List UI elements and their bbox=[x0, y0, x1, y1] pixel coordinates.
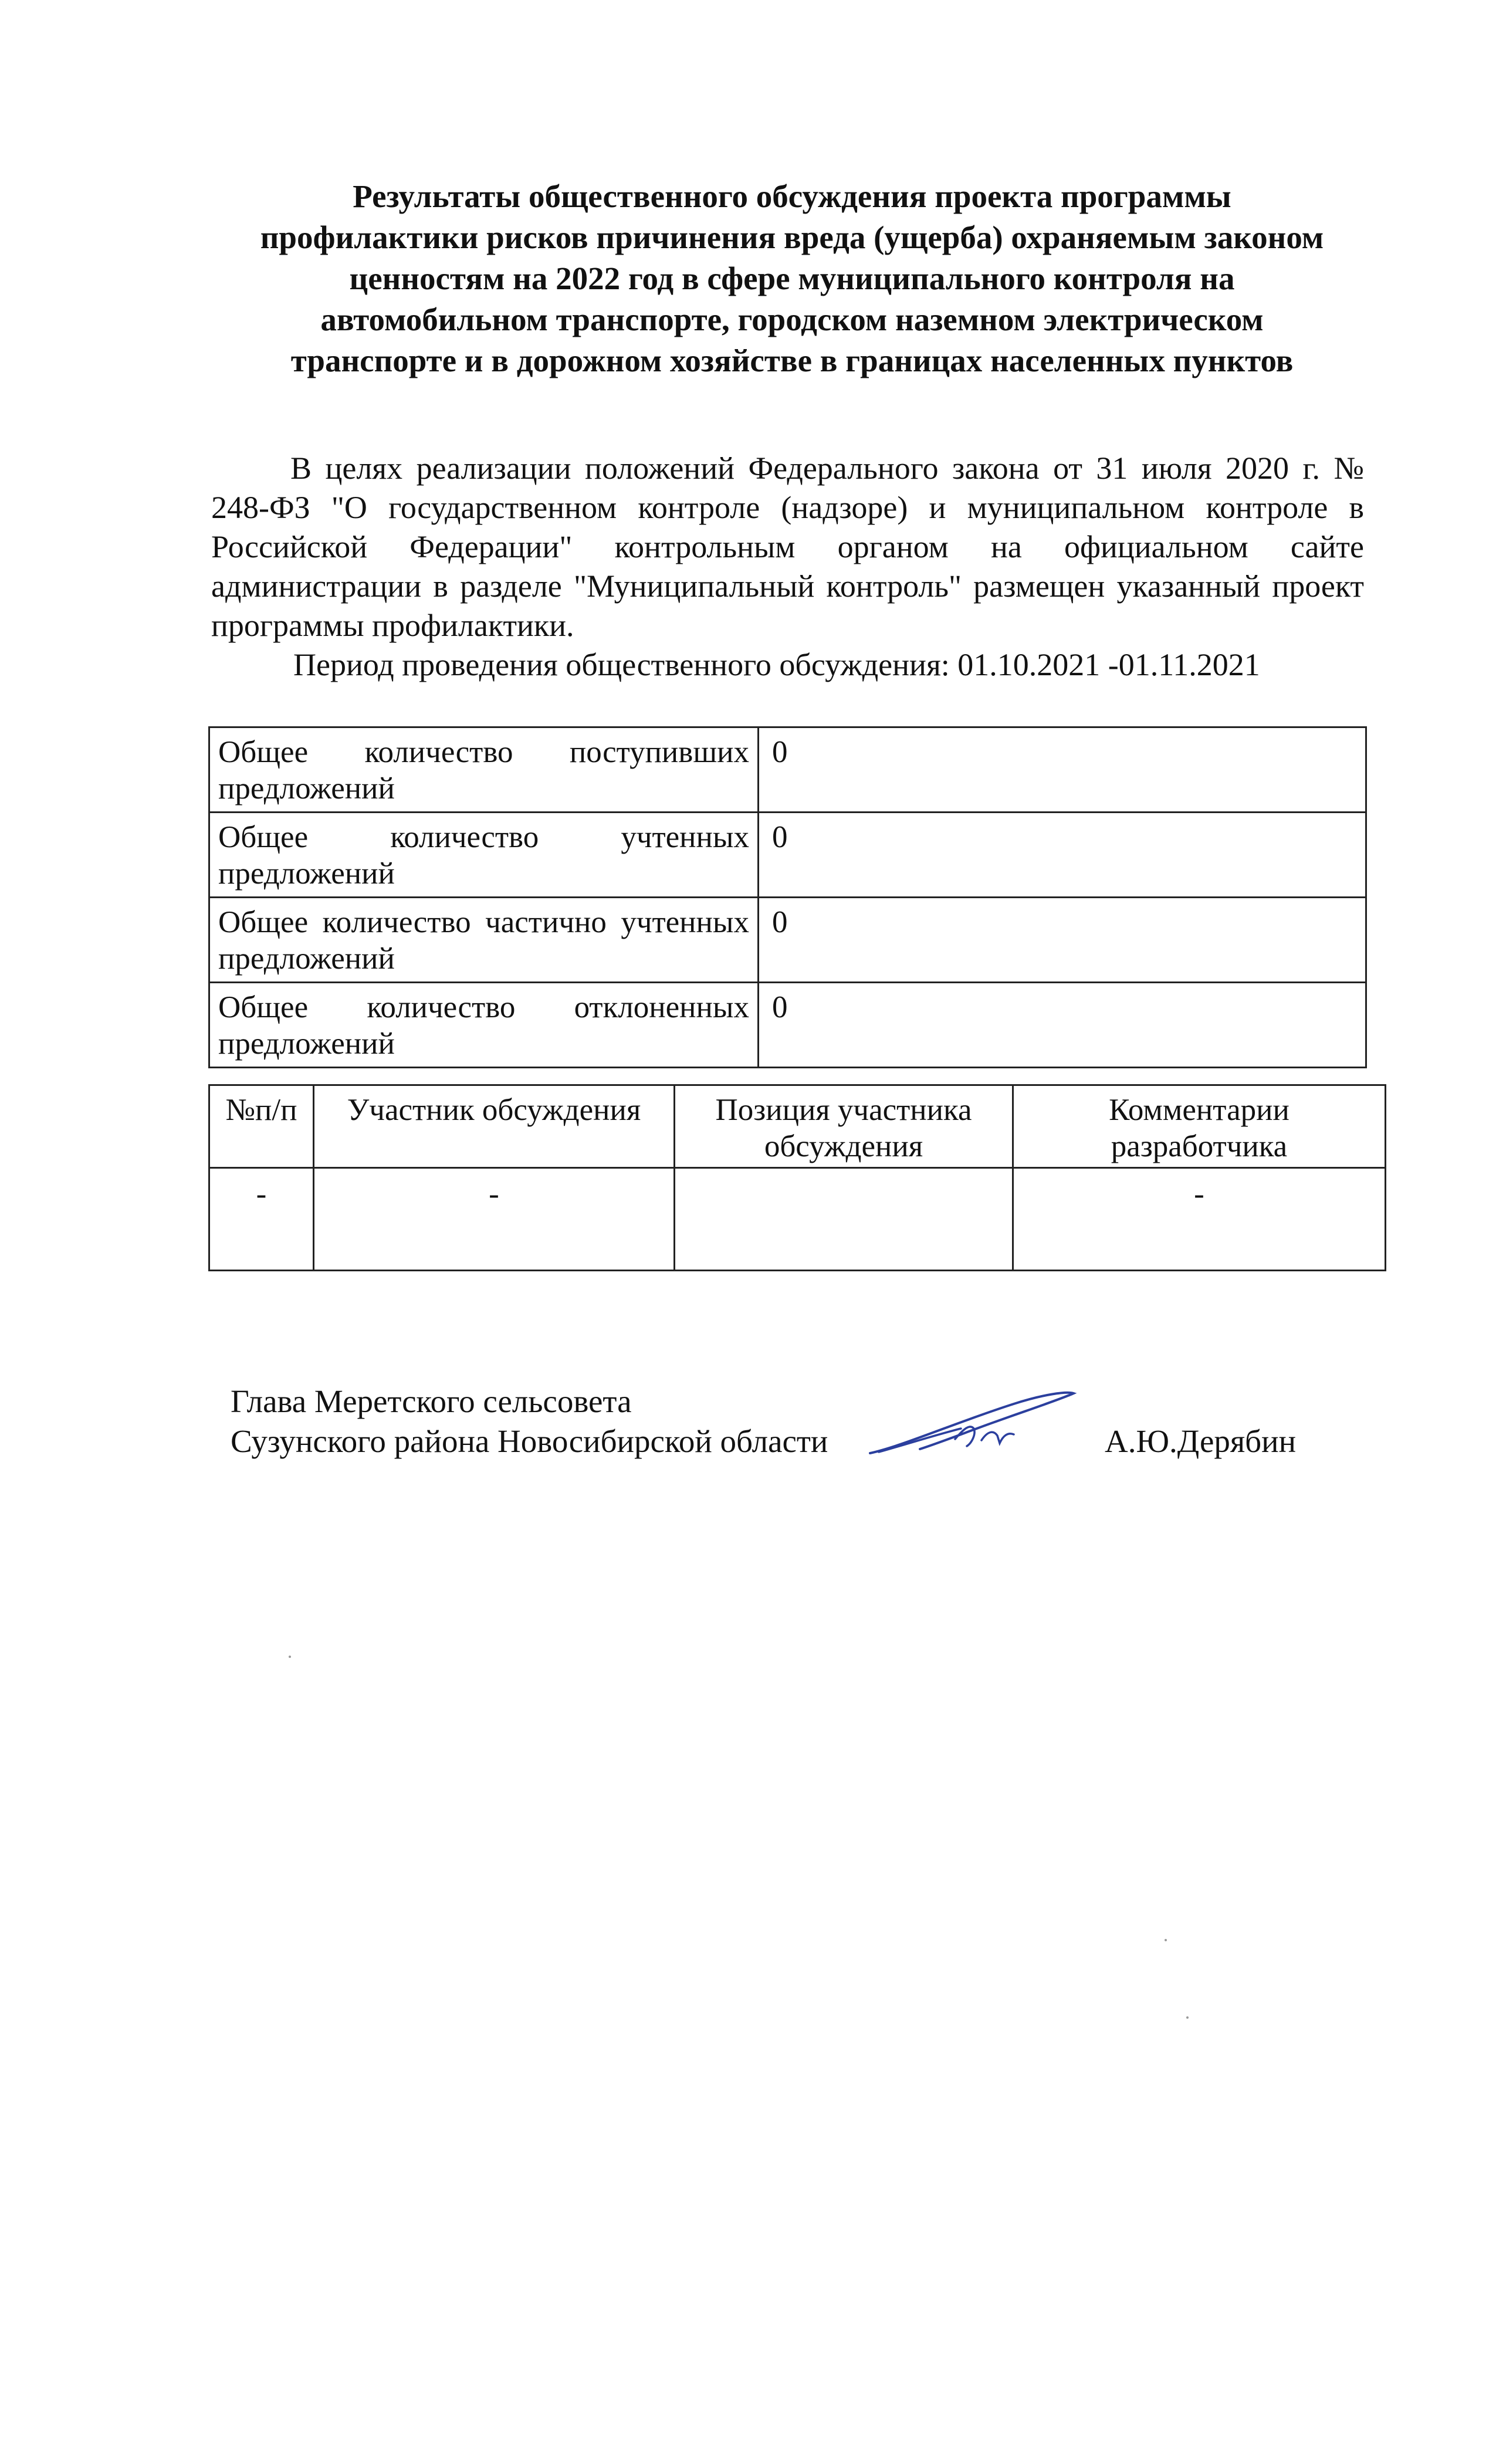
summary-value: 0 bbox=[759, 983, 1366, 1068]
intro-paragraph: В целях реализации положений Федерального закона от 31 июля 2020 г. № 248-ФЗ "О государственном контроле (надзоре) и муниципальном контроле в Российской Федерации" контрольным органом на официальном сайте администрации в разделе "Муниципальный контроль" размещен указанный проект программы профилактики. bbox=[211, 451, 1364, 643]
summary-label: Общее количество учтенных предложений bbox=[209, 813, 759, 898]
table-cell: - bbox=[1013, 1168, 1386, 1271]
summary-label: Общее количество частично учтенных предложений bbox=[209, 898, 759, 983]
signature-block bbox=[231, 1382, 1345, 1461]
table-cell bbox=[675, 1168, 1013, 1271]
summary-value: 0 bbox=[759, 813, 1366, 898]
table-row bbox=[209, 898, 1366, 983]
scan-speck bbox=[289, 1656, 291, 1658]
title-line: Результаты общественного обсуждения проекта программы bbox=[353, 178, 1231, 214]
table-row bbox=[209, 1168, 1386, 1271]
document-body bbox=[211, 449, 1364, 685]
signatory-district: Сузунского района Новосибирской области bbox=[231, 1423, 828, 1459]
participants-table bbox=[208, 1084, 1386, 1271]
title-line: транспорте и в дорожном хозяйстве в границах населенных пунктов bbox=[290, 343, 1294, 378]
summary-value: 0 bbox=[759, 898, 1366, 983]
column-header-participant: Участник обсуждения bbox=[314, 1085, 675, 1168]
discussion-period: Период проведения общественного обсуждения: 01.10.2021 -01.11.2021 bbox=[293, 647, 1260, 682]
scan-speck bbox=[1165, 1939, 1167, 1941]
summary-table bbox=[208, 726, 1367, 1068]
summary-value: 0 bbox=[759, 727, 1366, 813]
signatory-position: Глава Меретского сельсовета bbox=[231, 1383, 632, 1419]
column-header-comments: Комментарии разработчика bbox=[1013, 1085, 1386, 1168]
table-row bbox=[209, 727, 1366, 813]
signatory-name: А.Ю.Дерябин bbox=[1105, 1423, 1296, 1459]
document-title bbox=[211, 176, 1373, 381]
table-row bbox=[209, 813, 1366, 898]
title-line: ценностям на 2022 год в сфере муниципального контроля на bbox=[349, 260, 1235, 296]
column-header-number: №п/п bbox=[209, 1085, 314, 1168]
title-line: автомобильном транспорте, городском наземном электрическом bbox=[320, 302, 1264, 337]
handwritten-signature bbox=[867, 1387, 1078, 1464]
scan-speck bbox=[1186, 2016, 1189, 2019]
title-line: профилактики рисков причинения вреда (ущерба) охраняемым законом bbox=[260, 219, 1324, 255]
table-cell: - bbox=[209, 1168, 314, 1271]
table-header-row bbox=[209, 1085, 1386, 1168]
summary-label: Общее количество поступивших предложений bbox=[209, 727, 759, 813]
table-cell: - bbox=[314, 1168, 675, 1271]
column-header-position: Позиция участника обсуждения bbox=[675, 1085, 1013, 1168]
table-row bbox=[209, 983, 1366, 1068]
summary-label: Общее количество отклоненных предложений bbox=[209, 983, 759, 1068]
